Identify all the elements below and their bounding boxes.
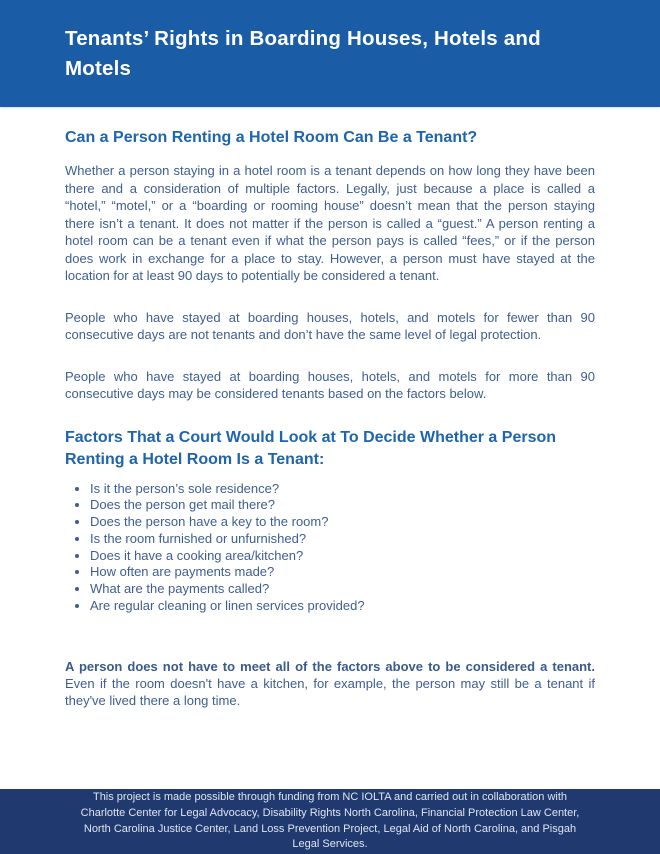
paragraph-tenant-definition: Whether a person staying in a hotel room is a tenant depends on how long they have been there and a consideration of multiple factors. Legally, just because a place is called a “hotel,” “motel,” or a “boarding or rooming house” doesn’t mean that the person staying there isn’t a tenant. It does not matter if the person is called a “guest.” A person renting a hotel room can be a tenant even if what the person pays is called “fees,” or if the person does work in exchange for a place to stay. However, a person must have stayed at the location for at least 90 days to potentially be considered a tenant. <box>65 163 595 283</box>
footer-band <box>0 789 660 854</box>
header-band <box>0 0 660 107</box>
conclusion-bold-sentence: A person does not have to meet all of the factors above to be considered a tenant. <box>65 658 595 674</box>
paragraph-conclusion <box>65 658 595 710</box>
footer-credits-text: This project is made possible through funding from NC IOLTA and carried out in collaboration with Charlotte Center for Legal Advocacy, Disability Rights North Carolina, Financial Protection Law Center, North Carolina Justice Center, Land Loss Prevention Project, Legal Aid of North Carolina, and Pisgah Legal Services. <box>80 790 580 851</box>
factor-item-sole-residence: • Is it the person’s sole residence? <box>90 481 595 498</box>
factor-item-kitchen: • Does it have a cooking area/kitchen? <box>90 548 595 565</box>
conclusion-rest: Even if the room doesn't have a kitchen, for example, the person may still be a tenant if they've lived there a long time. <box>65 676 595 709</box>
paragraph-fewer-than-90-days: People who have stayed at boarding houses, hotels, and motels for fewer than 90 consecutive days are not tenants and don’t have the same level of legal protection. <box>65 309 595 342</box>
factor-item-mail: • Does the person get mail there? <box>90 497 595 514</box>
factors-list <box>65 481 595 615</box>
factor-item-cleaning-services: • Are regular cleaning or linen services provided? <box>90 598 595 615</box>
page-title: Tenants’ Rights in Boarding Houses, Hotels and Motels <box>65 26 541 80</box>
paragraph-more-than-90-days: People who have stayed at boarding houses, hotels, and motels for more than 90 consecutive days may be considered tenants based on the factors below. <box>65 368 595 401</box>
factor-item-payment-name: • What are the payments called? <box>90 581 595 598</box>
document-body <box>0 107 660 789</box>
factor-item-payment-frequency: • How often are payments made? <box>90 564 595 581</box>
factor-item-key: • Does the person have a key to the room? <box>90 514 595 531</box>
section-heading-factors: Factors That a Court Would Look at To Decide Whether a Person Renting a Hotel Room Is a Tenant: <box>65 428 557 468</box>
section-heading-tenant-question: Can a Person Renting a Hotel Room Can Be a Tenant? <box>65 129 478 146</box>
factor-item-furnished: • Is the room furnished or unfurnished? <box>90 531 595 548</box>
